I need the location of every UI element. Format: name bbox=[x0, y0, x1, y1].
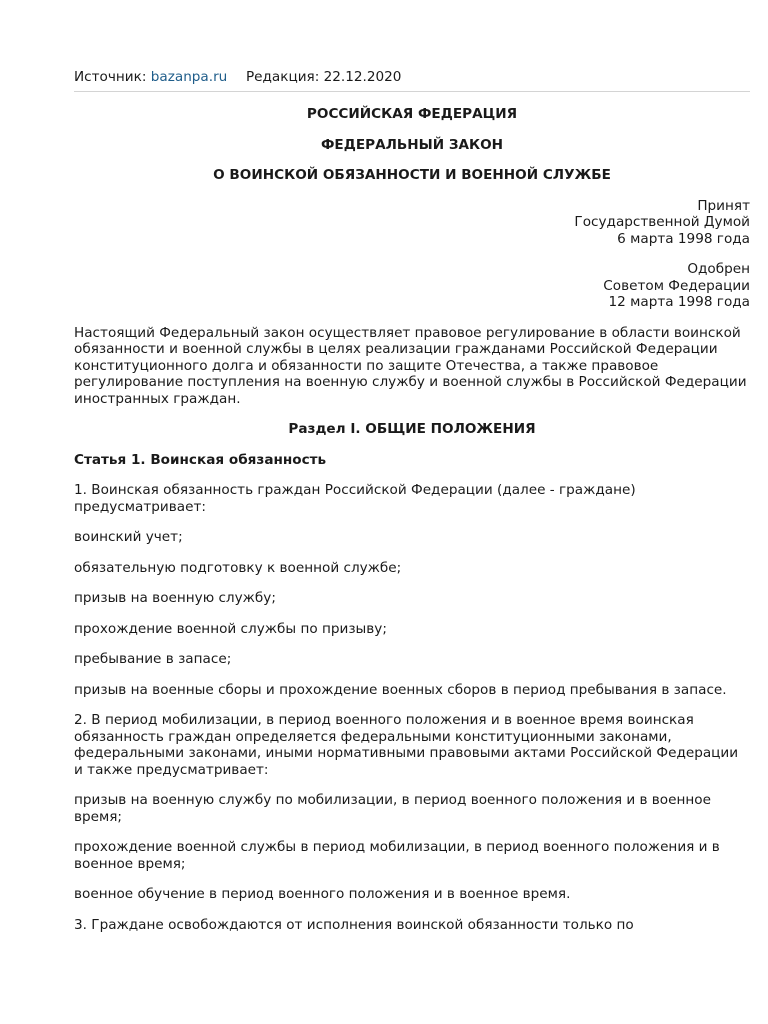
article-paragraph: 2. В период мобилизации, в период военного положения и в военное время воинская обязанность граждан определяется федеральными конституционными законами, федеральными законами, иными нормативными правовыми актами Российской Федерации и также предусматривает: bbox=[74, 712, 739, 778]
article-paragraph: призыв на военную службу; bbox=[74, 590, 276, 606]
adoption-line: 12 марта 1998 года bbox=[608, 294, 750, 310]
intro-paragraph: Настоящий Федеральный закон осуществляет правовое регулирование в области воинской обязанности и военной службы в целях реализации гражданами Российской Федерации конституционного долга и обязанности по защите Отечества, а также правовое регулирование поступления на военную службу и военной службы в Российской Федерации иностранных граждан. bbox=[74, 324, 747, 407]
adoption-line: 6 марта 1998 года bbox=[617, 230, 750, 247]
section-title: Раздел I. ОБЩИЕ ПОЛОЖЕНИЯ bbox=[288, 421, 536, 437]
article-paragraph: призыв на военную службу по мобилизации, в период военного положения и в военное время; bbox=[74, 792, 711, 825]
article-paragraph: военное обучение в период военного положения и в военное время. bbox=[74, 886, 571, 902]
law-title-heading: О ВОИНСКОЙ ОБЯЗАННОСТИ И ВОЕННОЙ СЛУЖБЕ bbox=[213, 167, 611, 183]
adoption-block-council bbox=[74, 261, 750, 311]
article-paragraph: прохождение военной службы по призыву; bbox=[74, 620, 387, 637]
law-document bbox=[74, 106, 750, 933]
adoption-line: Одобрен bbox=[687, 261, 750, 277]
article-paragraph: 3. Граждане освобождаются от исполнения воинской обязанности только по bbox=[74, 916, 634, 933]
source-label: Источник: bbox=[74, 69, 147, 85]
article-paragraph: обязательную подготовку к военной службе; bbox=[74, 559, 402, 576]
article-paragraph: 1. Воинская обязанность граждан Российской Федерации (далее - граждане) предусматривает: bbox=[74, 482, 636, 515]
article-paragraph: пребывание в запасе; bbox=[74, 651, 232, 667]
source-bar bbox=[74, 68, 750, 92]
law-type-heading: ФЕДЕРАЛЬНЫЙ ЗАКОН bbox=[320, 136, 504, 153]
adoption-line: Советом Федерации bbox=[603, 277, 750, 294]
country-heading: РОССИЙСКАЯ ФЕДЕРАЦИЯ bbox=[306, 106, 518, 122]
article-paragraph: прохождение военной службы в период мобилизации, в период военного положения и в военное время; bbox=[74, 839, 720, 872]
article-paragraph: призыв на военные сборы и прохождение военных сборов в период пребывания в запасе. bbox=[74, 681, 727, 698]
adoption-line: Государственной Думой bbox=[574, 214, 750, 230]
adoption-block-duma bbox=[74, 198, 750, 248]
article-paragraph: воинский учет; bbox=[74, 529, 183, 545]
source-link[interactable]: bazanpa.ru bbox=[150, 69, 228, 85]
adoption-line: Принят bbox=[697, 197, 750, 214]
article-title: Статья 1. Воинская обязанность bbox=[74, 451, 327, 468]
edition-date: Редакция: 22.12.2020 bbox=[245, 69, 402, 85]
